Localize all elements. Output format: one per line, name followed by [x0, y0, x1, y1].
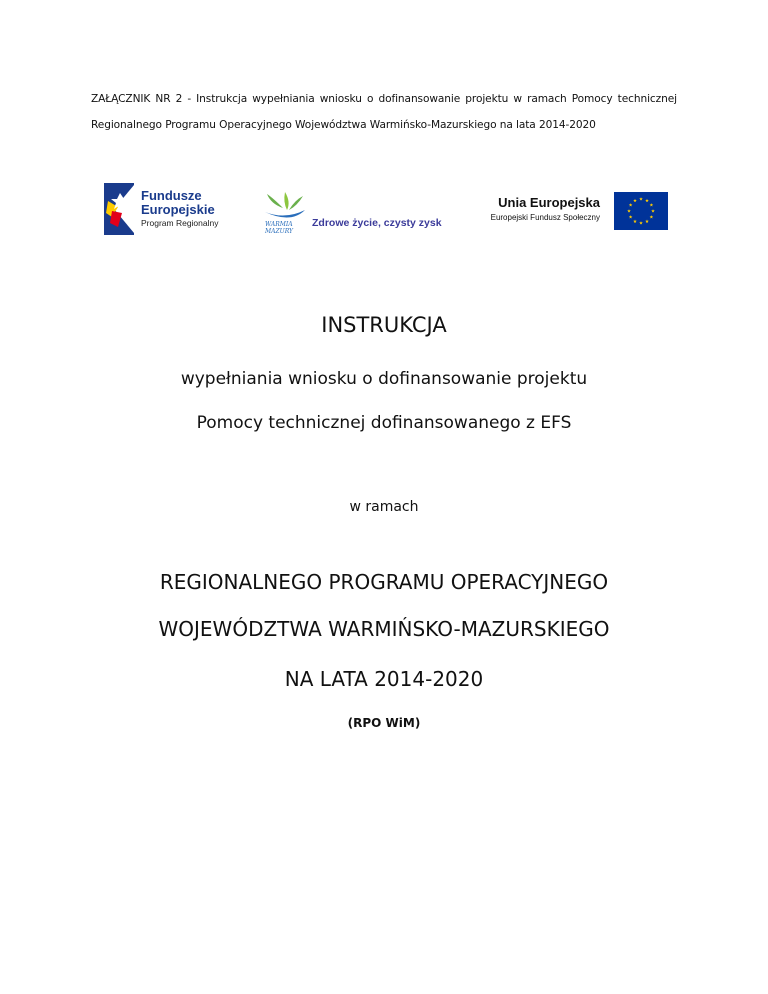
ue-line-1: Unia Europejska [498, 195, 600, 210]
wm-slogan: Zdrowe życie, czysty zysk [312, 217, 442, 229]
eu-flag-icon [614, 192, 668, 230]
header-note: ZAŁĄCZNIK NR 2 - Instrukcja wypełniania wniosku o dofinansowanie projektu w ramach Pomocy technicznej Regionalnego Programu Operacyjnego Województwa Warmińsko-Mazurskiego na lata 2014-2020 [91, 93, 677, 131]
warmia-mazury-icon [261, 190, 309, 236]
wm-mark-line-2: MAZURY [265, 228, 293, 235]
program-abbreviation: (RPO WiM) [347, 716, 421, 730]
logo-bar [0, 0, 768, 260]
fe-line-1: Fundusze [141, 188, 202, 203]
program-years: NA LATA 2014-2020 [284, 667, 484, 691]
fundusze-europejskie-text [141, 189, 218, 230]
unia-europejska-text [470, 195, 600, 225]
fe-line-2: Europejskie [141, 202, 215, 217]
wm-mark-line-1: WARMIA [265, 221, 293, 228]
program-name-line-2: WOJEWÓDZTWA WARMIŃSKO-MAZURSKIEGO [158, 617, 610, 641]
program-name-line-1: REGIONALNEGO PROGRAMU OPERACYJNEGO [159, 570, 609, 594]
fe-line-3: Program Regionalny [141, 218, 219, 228]
document-title: INSTRUKCJA [321, 313, 447, 337]
document-subtitle-1: wypełniania wniosku o dofinansowanie projektu [180, 369, 588, 389]
in-frame-text: w ramach [349, 499, 419, 515]
document-subtitle-2: Pomocy technicznej dofinansowanego z EFS [196, 413, 572, 433]
warmia-mazury-logo [261, 190, 451, 236]
fundusze-europejskie-logo [104, 183, 234, 237]
fundusze-europejskie-icon [104, 183, 136, 237]
ue-line-2: Europejski Fundusz Społeczny [490, 213, 600, 222]
